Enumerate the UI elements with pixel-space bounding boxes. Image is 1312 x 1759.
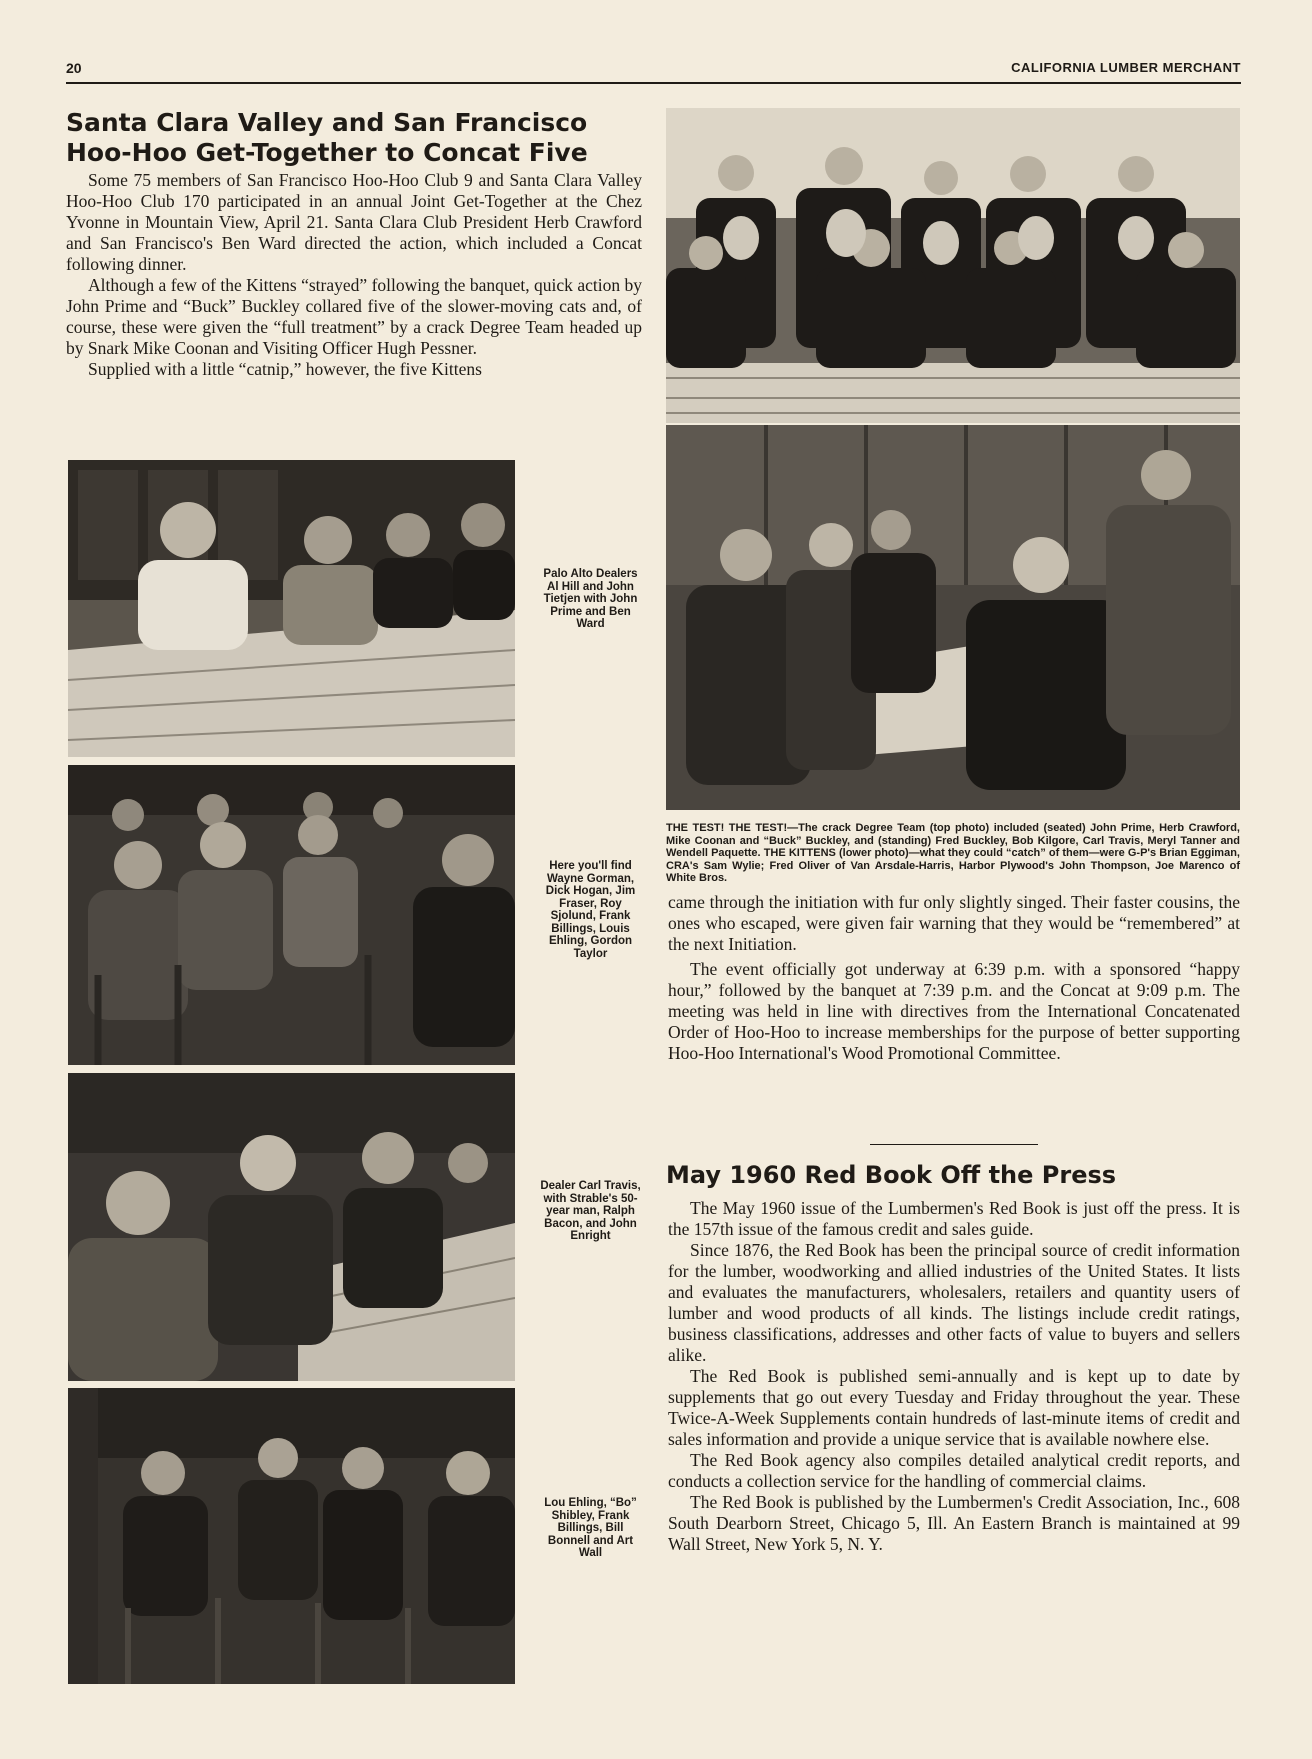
section-divider [870,1144,1038,1145]
page-number: 20 [66,60,82,76]
article-paragraph: The May 1960 issue of the Lumbermen's Red Book is just off the press. It is the 157th issue of the famous credit and sales guide. [668,1198,1240,1239]
photo-fifty-year-man [68,1073,515,1381]
photo-banquet-table [68,765,515,1065]
photo-degree-team [666,108,1240,423]
page-header [66,58,1241,84]
article-paragraph: The Red Book agency also compiles detailed analytical credit reports, and conducts a collection service for the handling of commercial claims. [668,1450,1240,1491]
photo-dealers-dinner [68,460,515,757]
article-paragraph: Since 1876, the Red Book has been the principal source of credit information for the lumber, woodworking and allied industries of the United States. It lists and evaluates the manufacturers, wholesalers, retailers and quantity users of lumber and wood products of all kinds. The listings include credit ratings, business classifications, addresses and other facts of value to buyers and sellers alike. [668,1240,1240,1365]
article-paragraph: Although a few of the Kittens “strayed” following the banquet, quick action by John Prime and “Buck” Buckley collared five of the slower-moving cats and, of course, these were given the “full treatment” by a crack Degree Team headed up by Snark Mike Coonan and Visiting Officer Hugh Pessner. [66,275,642,358]
article-headline: Santa Clara Valley and San Francisco Hoo-Hoo Get-Together to Concat Five [66,108,588,167]
photo-group-seated [68,1388,515,1684]
photo-caption: Here you'll find Wayne Gorman, Dick Hogan, Jim Fraser, Roy Sjolund, Frank Billings, Louis Ehling, Gordon Taylor [545,860,636,960]
article-paragraph: Supplied with a little “catnip,” however, the five Kittens [88,359,482,379]
red-book-body [668,1198,1240,1555]
article-body-left [66,170,642,380]
article-paragraph: The event officially got underway at 6:39 p.m. with a sponsored “happy hour,” followed by the banquet at 7:39 p.m. and the Concat at 9:09 p.m. The meeting was held in line with directives from the International Concatenated Order of Hoo-Hoo to increase memberships for the purpose of better supporting Hoo-Hoo International's Wood Promotional Committee. [668,959,1240,1063]
article-paragraph: came through the initiation with fur only slightly singed. Their faster cousins, the ones who escaped, were given fair warning that they would be “remembered” at the next Initiation. [668,892,1240,954]
article-paragraph: The Red Book is published by the Lumbermen's Credit Association, Inc., 608 South Dearborn Street, Chicago 5, Ill. An Eastern Branch is maintained at 99 Wall Street, New York 5, N. Y. [668,1492,1240,1554]
photo-caption: Palo Alto Dealers Al Hill and John Tietjen with John Prime and Ben Ward [543,568,638,630]
red-book-headline: May 1960 Red Book Off the Press [666,1161,1117,1189]
article-paragraph: The Red Book is published semi-annually and is kept up to date by supplements that go out every Tuesday and Friday throughout the year. These Twice-A-Week Supplements contain hundreds of last-minute items of credit and sales information and provide a unique service that is available nowhere else. [668,1366,1240,1449]
publication-name: CALIFORNIA LUMBER MERCHANT [1011,60,1241,75]
article-paragraph: Some 75 members of San Francisco Hoo-Hoo Club 9 and Santa Clara Valley Hoo-Hoo Club 170 participated in an annual Joint Get-Together at the Chez Yvonne in Mountain View, April 21. Santa Clara Club President Herb Crawford and San Francisco's Ben Ward directed the action, which included a Concat following dinner. [66,170,642,274]
degree-team-caption: THE TEST! THE TEST!—The crack Degree Team (top photo) included (seated) John Prime, Herb Crawford, Mike Coonan and “Buck” Buckley, and (standing) Fred Buckley, Bob Kilgore, Carl Travis, Meryl Tanner and Wendell Paquette. THE KITTENS (lower photo)—what they could “catch” of them—were G-P's Brian Eggiman, CRA's Sam Wylie; Fred Oliver of Van Arsdale-Harris, Harbor Plywood's John Thompson, Joe Marenco of White Bros. [666,822,1240,884]
photo-caption: Lou Ehling, “Bo” Shibley, Frank Billings, Bill Bonnell and Art Wall [544,1497,637,1559]
photo-kittens [666,425,1240,810]
article-body-right [668,892,1240,1064]
photo-caption: Dealer Carl Travis, with Strable's 50-year man, Ralph Bacon, and John Enright [540,1180,641,1242]
